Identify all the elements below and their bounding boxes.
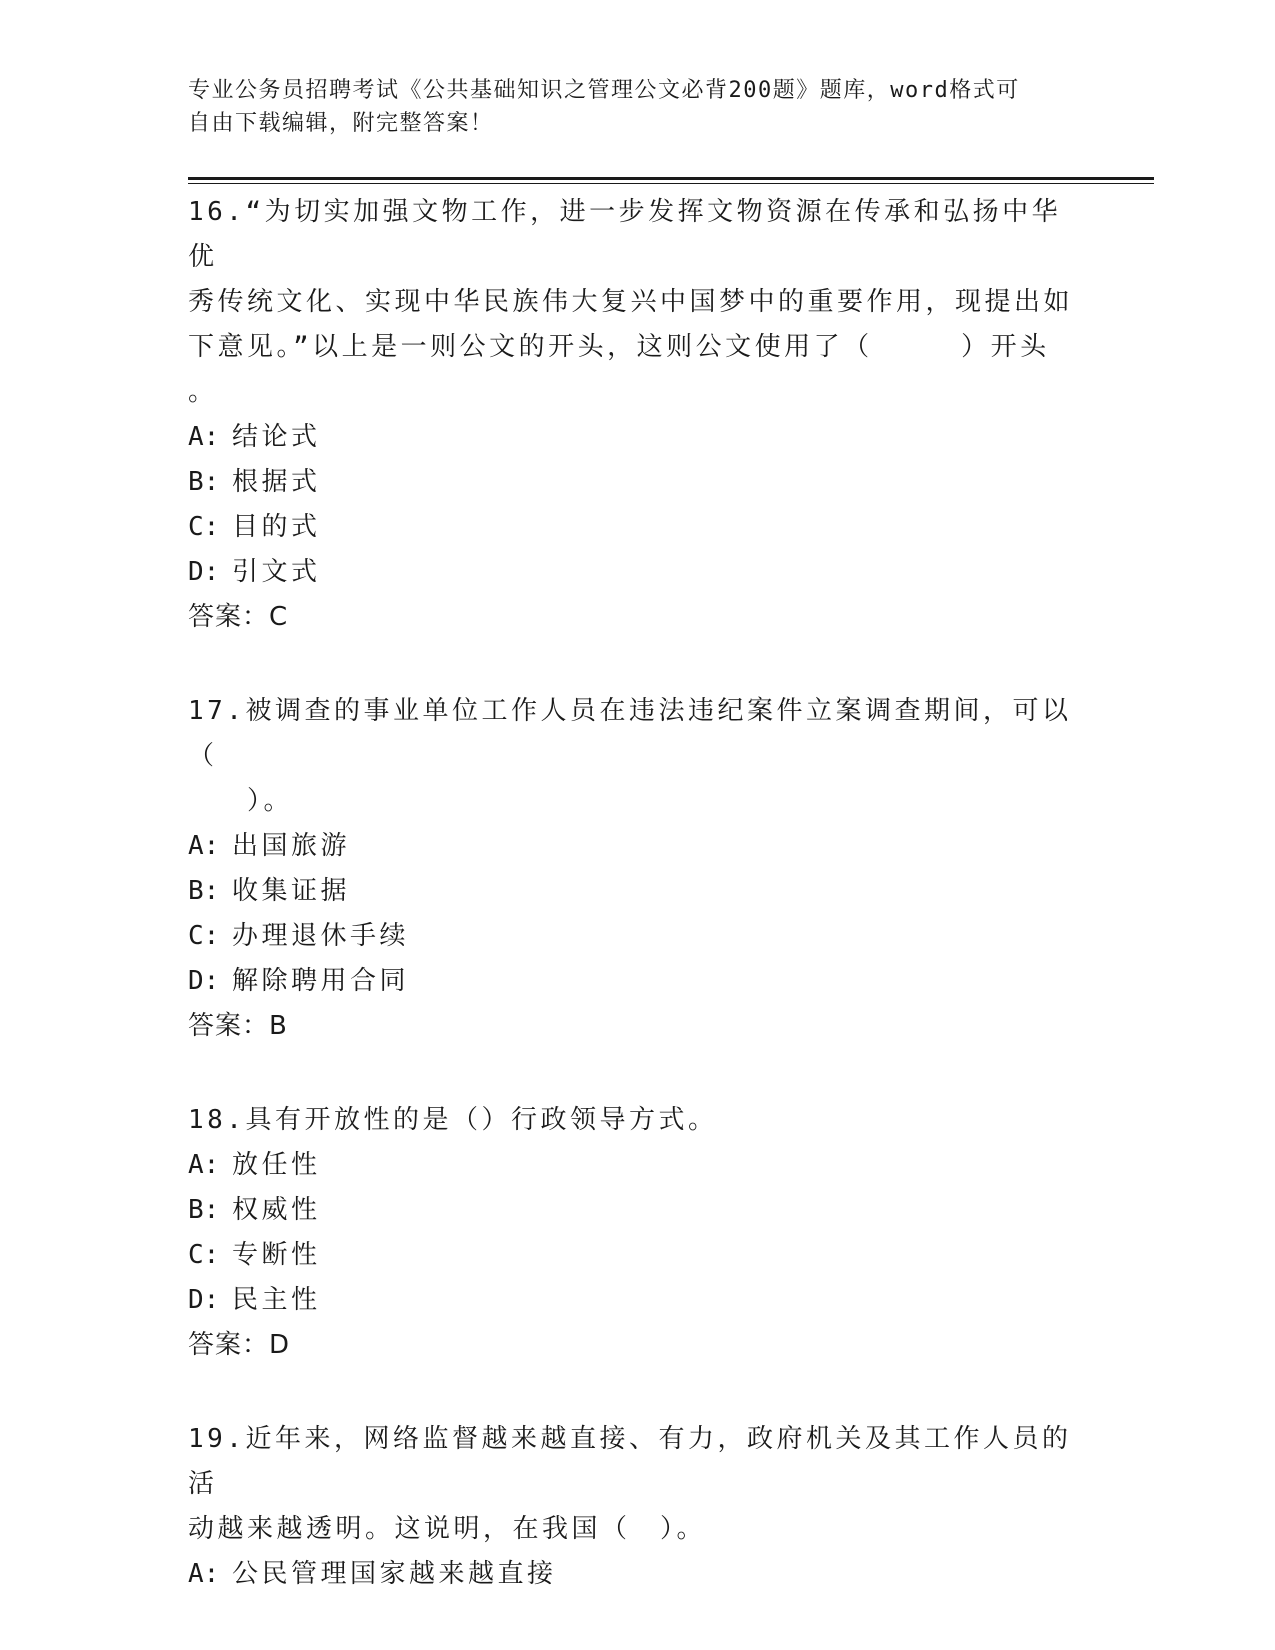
option-letter: A:: [188, 831, 220, 861]
option-letter: C:: [188, 1240, 220, 1270]
option-d: [188, 550, 1078, 595]
header-line: 自由下载编辑，附完整答案！: [188, 111, 494, 136]
option-a: [188, 415, 1078, 460]
option-letter: C:: [188, 512, 220, 542]
option-text: 办理退休手续: [232, 921, 410, 951]
header-divider-thick: [188, 177, 1154, 180]
stem-line: 17.被调查的事业单位工作人员在违法违纪案件立案调查期间，可以（: [188, 696, 1072, 771]
option-text: 目的式: [232, 512, 321, 542]
stem-line: 下意见。”以上是一则公文的开头，这则公文使用了（ ）开头: [188, 332, 1050, 362]
option-text: 民主性: [232, 1285, 321, 1315]
question-stem: [188, 1417, 1078, 1552]
option-letter: D:: [188, 557, 220, 587]
question-16: [188, 190, 1078, 640]
option-d: [188, 959, 1078, 1004]
stem-line: 秀传统文化、实现中华民族伟大复兴中国梦中的重要作用，现提出如: [188, 287, 1074, 317]
question-stem: [188, 190, 1078, 415]
option-text: 根据式: [232, 467, 321, 497]
answer-line: 答案：C: [188, 602, 289, 632]
answer-line: 答案：D: [188, 1330, 291, 1360]
option-c: [188, 505, 1078, 550]
option-letter: A:: [188, 422, 220, 452]
option-letter: D:: [188, 966, 220, 996]
option-letter: B:: [188, 876, 220, 906]
header-divider-thin: [188, 183, 1154, 184]
option-text: 结论式: [232, 422, 321, 452]
option-a: [188, 1143, 1078, 1188]
question-stem: [188, 1098, 1078, 1143]
option-a: [188, 824, 1078, 869]
option-b: [188, 869, 1078, 914]
option-b: [188, 1188, 1078, 1233]
option-text: 收集证据: [232, 876, 351, 906]
option-d: [188, 1278, 1078, 1323]
option-letter: B:: [188, 1195, 220, 1225]
option-letter: B:: [188, 467, 220, 497]
option-a: [188, 1552, 1078, 1597]
option-b: [188, 460, 1078, 505]
option-text: 公民管理国家越来越直接: [232, 1559, 557, 1589]
stem-line: 。: [188, 377, 218, 407]
stem-line: 19.近年来，网络监督越来越直接、有力，政府机关及其工作人员的活: [188, 1424, 1072, 1499]
option-text: 出国旅游: [232, 831, 351, 861]
question-19: [188, 1417, 1078, 1597]
option-text: 引文式: [232, 557, 321, 587]
option-text: 权威性: [232, 1195, 321, 1225]
question-list: [188, 190, 1078, 1646]
option-letter: D:: [188, 1285, 220, 1315]
answer-line: 答案：B: [188, 1011, 288, 1041]
question-17: [188, 689, 1078, 1049]
header-line: 专业公务员招聘考试《公共基础知识之管理公文必背200题》题库，word格式可: [188, 78, 1020, 103]
option-text: 放任性: [232, 1150, 321, 1180]
option-c: [188, 914, 1078, 959]
option-text: 专断性: [232, 1240, 321, 1270]
option-letter: A:: [188, 1559, 220, 1589]
question-18: [188, 1098, 1078, 1368]
option-letter: A:: [188, 1150, 220, 1180]
stem-line: 动越来越透明。这说明，在我国（ ）。: [188, 1514, 707, 1544]
stem-line: 18.具有开放性的是（）行政领导方式。: [188, 1105, 718, 1135]
option-c: [188, 1233, 1078, 1278]
option-letter: C:: [188, 921, 220, 951]
question-stem: [188, 689, 1078, 824]
option-text: 解除聘用合同: [232, 966, 410, 996]
document-header: [188, 74, 1068, 140]
stem-line: 16.“为切实加强文物工作，进一步发挥文物资源在传承和弘扬中华优: [188, 197, 1062, 272]
stem-line: ）。: [188, 786, 294, 816]
